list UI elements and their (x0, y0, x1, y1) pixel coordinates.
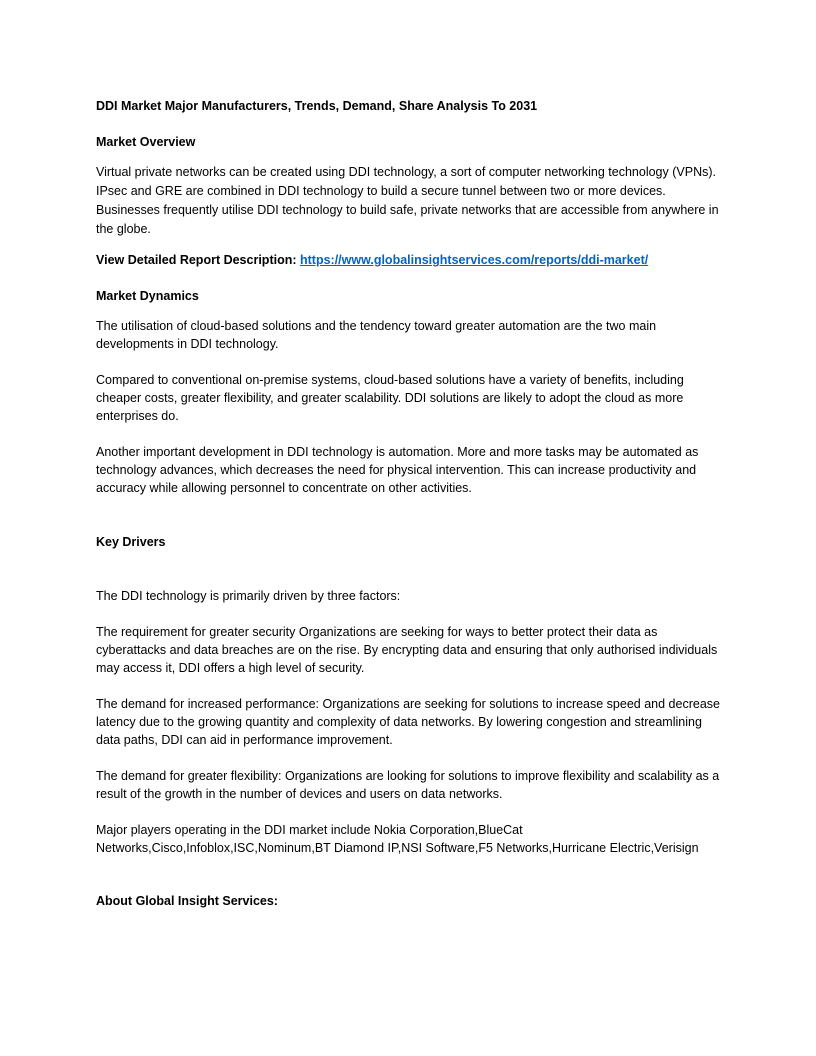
drivers-paragraph-3: The demand for greater flexibility: Organizations are looking for solutions to improve flexibility and scalability as a result of the growth in the number of devices and users on data networks. (96, 769, 720, 801)
dynamics-paragraph-3: Another important development in DDI technology is automation. More and more tasks may be automated as technology advances, which decreases the need for physical intervention. This can increase productivity and accuracy while allowing personnel to concentrate on other activities. (96, 445, 699, 495)
about-heading: About Global Insight Services: (96, 894, 278, 908)
players-paragraph: Major players operating in the DDI market include Nokia Corporation,BlueCat Networks,Cisco,Infoblox,ISC,Nominum,BT Diamond IP,NSI Software,F5 Networks,Hurricane Electric,Verisign (96, 823, 699, 855)
report-link[interactable]: https://www.globalinsightservices.com/reports/ddi-market/ (299, 253, 649, 267)
drivers-heading: Key Drivers (96, 535, 166, 549)
drivers-paragraph-2: The demand for increased performance: Organizations are seeking for solutions to increase speed and decrease latency due to the growing quantity and complexity of data networks. By lowering congestion and streamlining data paths, DDI can aid in performance improvement. (96, 697, 720, 747)
dynamics-heading: Market Dynamics (96, 289, 199, 303)
document-title: DDI Market Major Manufacturers, Trends, Demand, Share Analysis To 2031 (96, 99, 538, 113)
drivers-paragraph-1: The requirement for greater security Organizations are seeking for ways to better protect their data as cyberattacks and data breaches are on the rise. By encrypting data and ensuring that only authorised individuals may access it, DDI offers a high level of security. (96, 625, 718, 675)
overview-paragraph: Virtual private networks can be created using DDI technology, a sort of computer networking technology (VPNs). IPsec and GRE are combined in DDI technology to build a secure tunnel between two or more devices. Businesses frequently utilise DDI technology to build safe, private networks that are accessible from anywhere in the globe. (96, 165, 719, 236)
drivers-intro: The DDI technology is primarily driven by three factors: (96, 589, 401, 603)
dynamics-paragraph-1: The utilisation of cloud-based solutions and the tendency toward greater automation are the two main developments in DDI technology. (96, 319, 657, 351)
report-line (96, 251, 726, 269)
overview-heading: Market Overview (96, 135, 196, 149)
report-label: View Detailed Report Description: (96, 253, 300, 267)
dynamics-paragraph-2: Compared to conventional on-premise systems, cloud-based solutions have a variety of benefits, including cheaper costs, greater flexibility, and greater scalability. DDI solutions are likely to adopt the cloud as more enterprises do. (96, 373, 684, 423)
